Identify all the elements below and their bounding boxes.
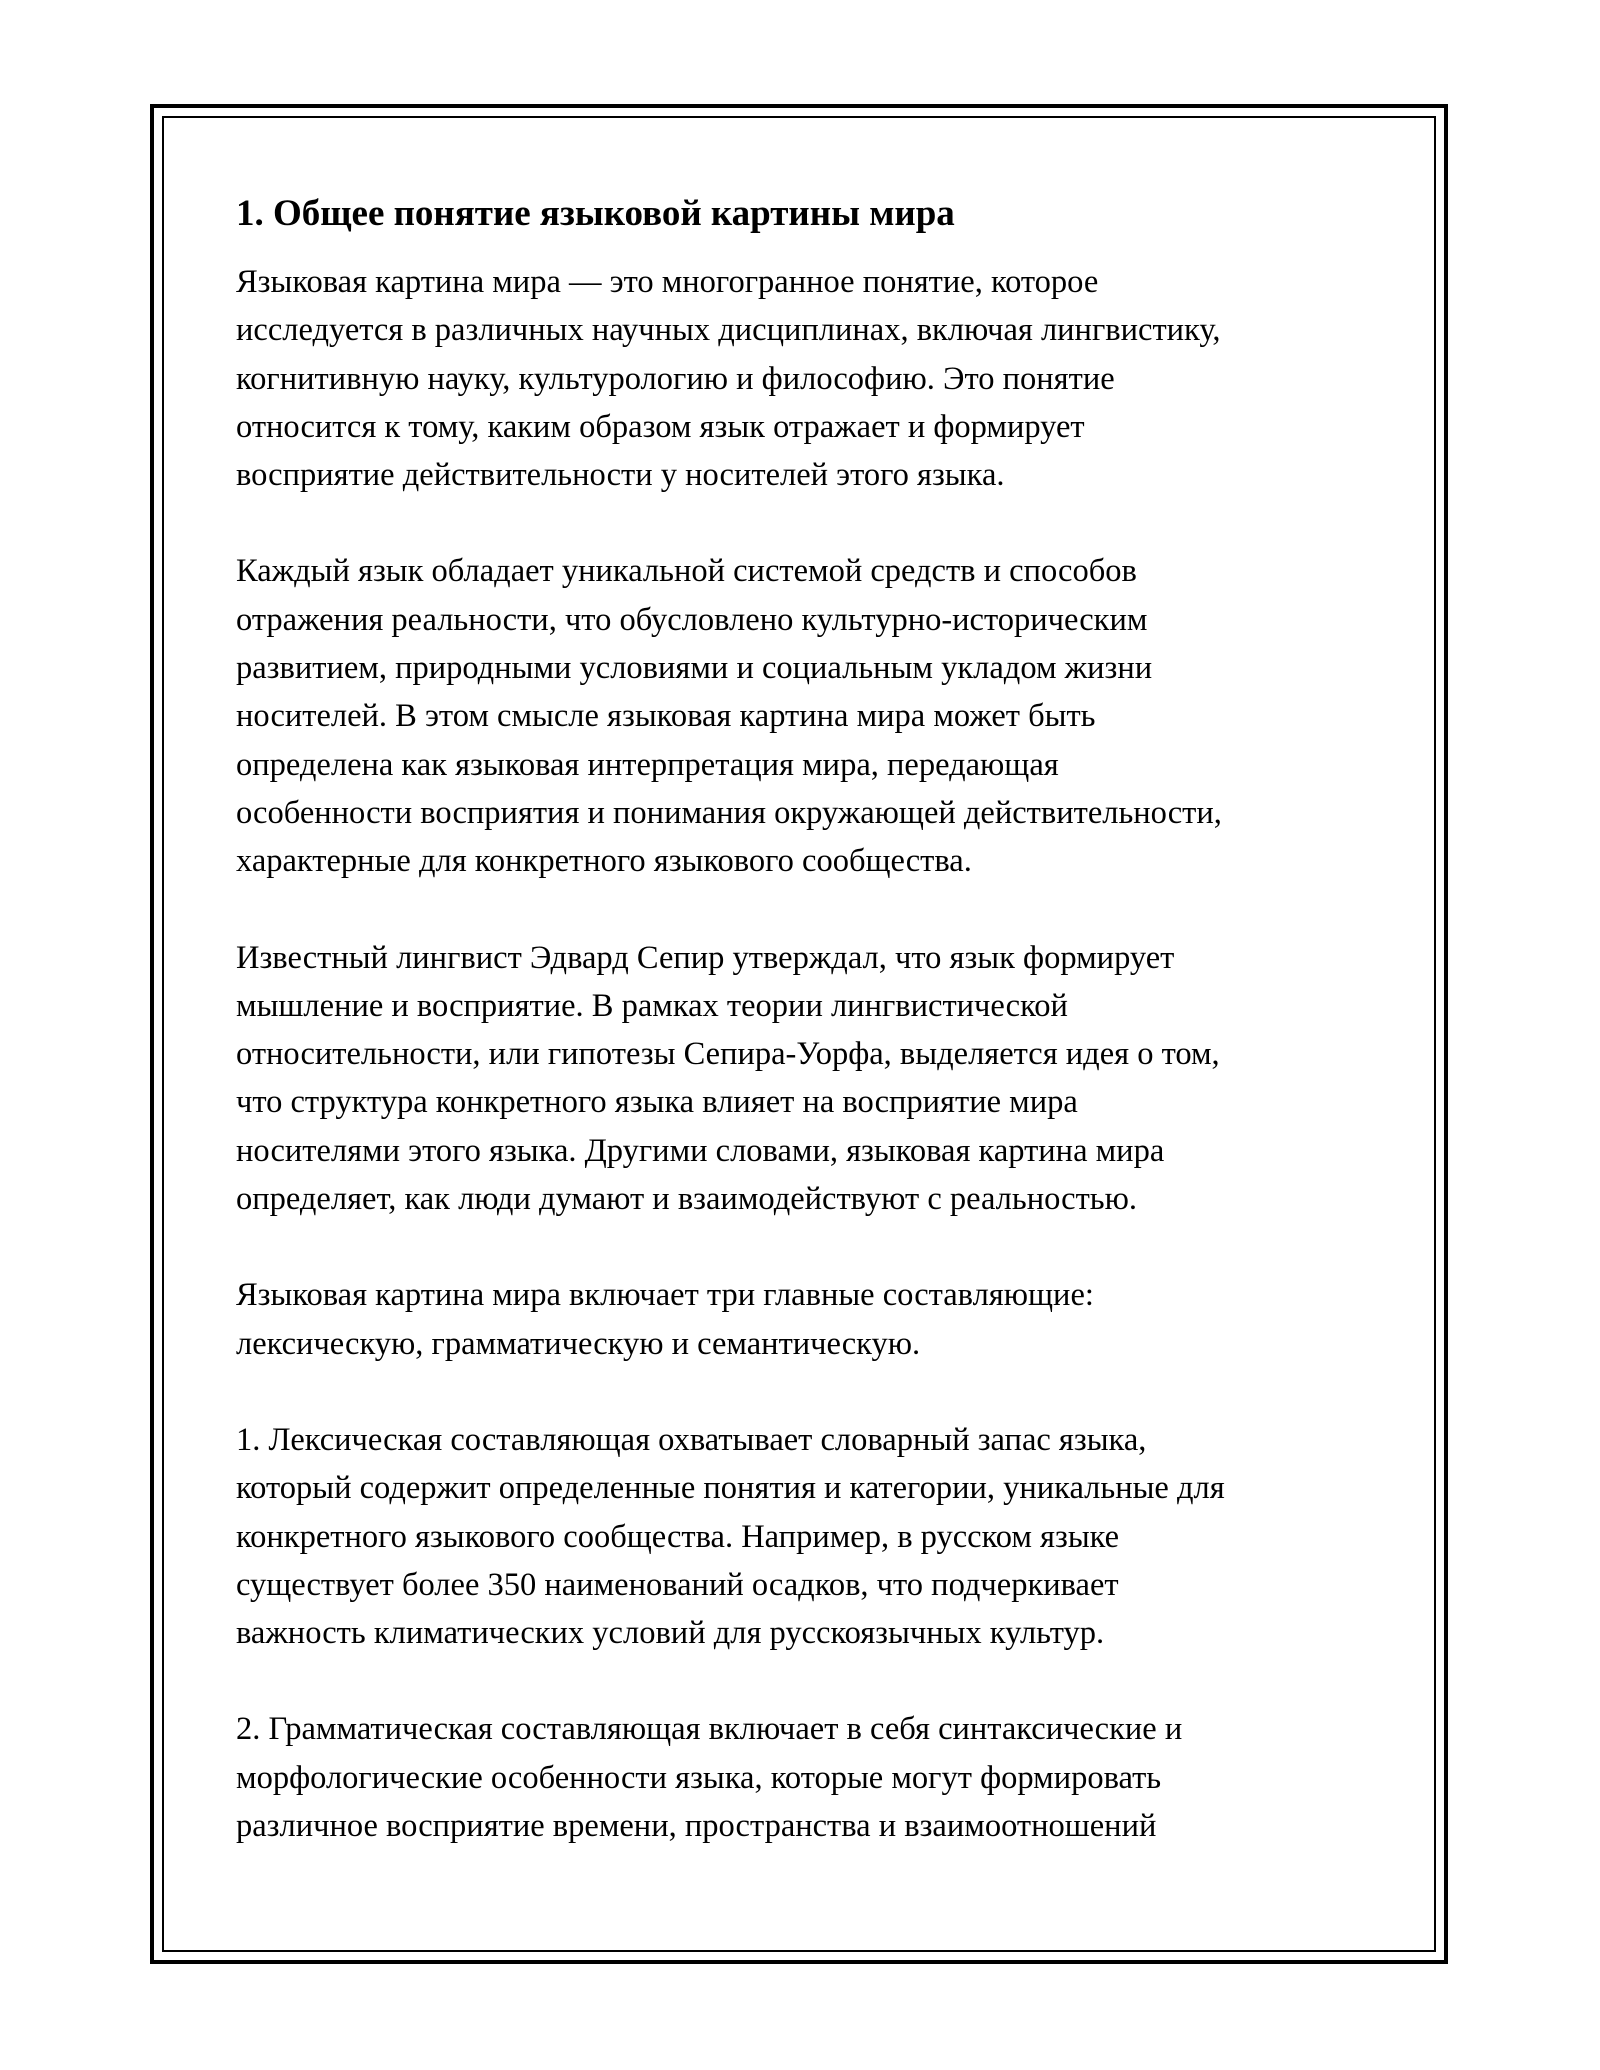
paragraph-sapir: Известный лингвист Эдвард Сепир утверждал, что язык формирует мышление и восприятие. В рамках теории лингвистической относительности, или гипотезы Сепира-Уорфа, выделяется идея о том, что структура конкретного языка влияет на восприятие мира носителями этого языка. Другими словами, языковая картина мира определяет, как люди думают и взаимодействуют с реальностью. [236,939,1220,1218]
list-item-grammatical: 2. Грамматическая составляющая включает в себя синтаксические и морфологические особенности языка, которые могут формировать различное восприятие времени, пространства и взаимоотношений [236,1711,1183,1845]
paragraph-intro: Языковая картина мира — это многогранное понятие, которое исследуется в различных научных дисциплинах, включая лингвистику, когнитивную науку, культурологию и философию. Это понятие относится к тому, каким образом язык отражает и формирует восприятие действительности у носителей этого языка. [236,264,1221,494]
paragraph-unique-system: Каждый язык обладает уникальной системой средств и способов отражения реальности, что обусловлено культурно-историческим развитием, природными условиями и социальным укладом жизни носителей. В этом смысле языковая картина мира может быть определена как языковая интерпретация мира, передающая особенности восприятия и понимания окружающей действительности, характерные для конкретного языкового сообщества. [236,553,1222,880]
list-item-lexical: 1. Лексическая составляющая охватывает словарный запас языка, который содержит определенные понятия и категории, уникальные для конкретного языкового сообщества. Например, в русском языке существует более 350 наименований осадков, что подчеркивает важность климатических условий для русскоязычных культур. [236,1421,1225,1652]
paragraph-components: Языковая картина мира включает три главные составляющие: лексическую, грамматическую и семантическую. [236,1277,1094,1362]
document-body [236,190,1366,1898]
section-heading: 1. Общее понятие языковой картины мира [236,193,955,234]
